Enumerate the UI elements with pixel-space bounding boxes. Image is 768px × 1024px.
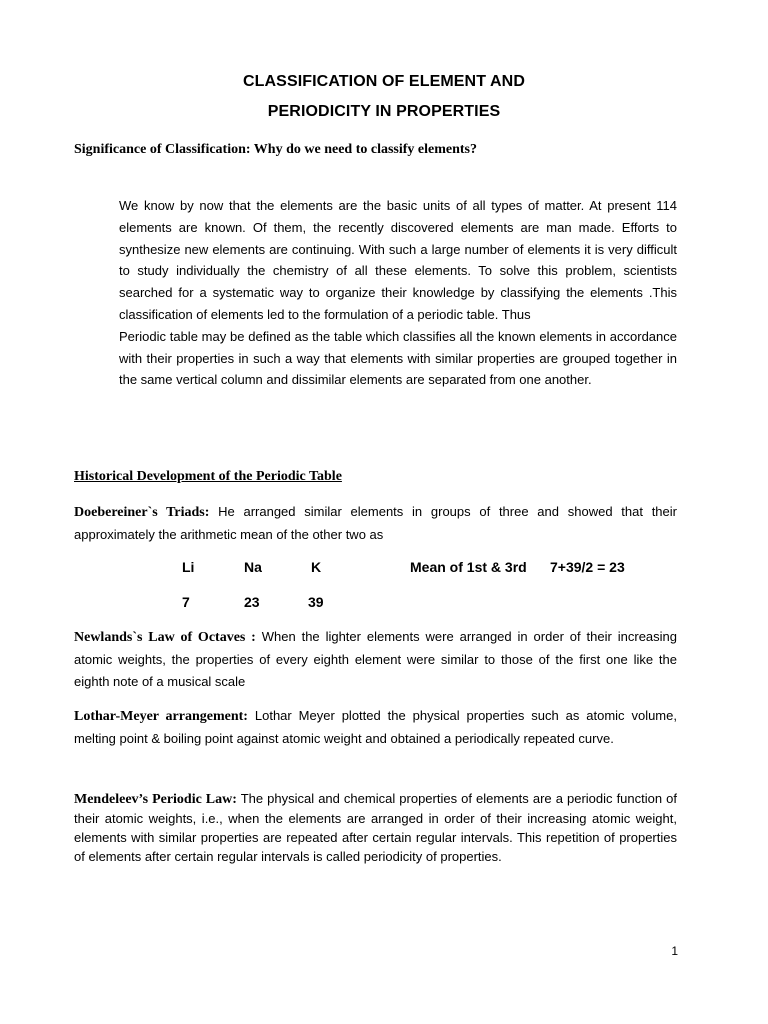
significance-heading: Significance of Classification: Why do we need to classify elements? <box>74 142 477 157</box>
doebereiner-section <box>74 501 677 546</box>
page-number: 1 <box>671 944 678 958</box>
doebereiner-label: Doebereiner`s Triads: <box>74 505 210 520</box>
lothar-label: Lothar-Meyer arrangement: <box>74 709 248 724</box>
triad-mass-na: 23 <box>244 594 260 610</box>
significance-paragraph-2: Periodic table may be defined as the table which classifies all the known elements in accordance with their properties in such a way that elements with similar properties are grouped together in the same vertical column and dissimilar elements are separated from one another. <box>119 328 677 388</box>
triad-symbol-li: Li <box>182 559 195 575</box>
mendeleev-text: The physical and chemical properties of elements are a periodic function of their atomic weights, i.e., when the elements are arranged in order of their increasing atomic weight, elements with similar properties are repeated after certain regular intervals. This repetition of properties of elements after certain regular intervals is called periodicity of properties. <box>74 791 677 864</box>
significance-body <box>119 195 677 391</box>
triad-mass-li: 7 <box>182 594 190 610</box>
newlands-text: When the lighter elements were arranged in order of their increasing atomic weights, the properties of every eighth element were similar to those of the first one like the eighth note of a musical scale <box>74 629 677 689</box>
newlands-label: Newlands`s Law of Octaves : <box>74 630 256 645</box>
mendeleev-section <box>74 789 677 866</box>
triad-symbol-k: K <box>311 559 322 575</box>
triad-mean-label: Mean of 1st & 3rd <box>410 559 527 575</box>
history-heading: Historical Development of the Periodic Table <box>74 469 342 484</box>
triad-symbol-na: Na <box>244 559 262 575</box>
page-title-line-2: PERIODICITY IN PROPERTIES <box>267 103 501 120</box>
triad-mean-calc: 7+39/2 = 23 <box>550 559 625 575</box>
significance-paragraph-1: We know by now that the elements are the basic units of all types of matter. At present 114 elements are known. Of them, the recently discovered elements are man made. Efforts to synthesize new elements are continuing. With such a large number of elements it is very difficult to study individually the chemistry of all these elements. To solve this problem, scientists searched for a systematic way to organize their knowledge by classifying the elements .This classification of elements led to the formulation of a periodic table. Thus <box>119 198 677 322</box>
newlands-section <box>74 626 677 692</box>
lothar-section <box>74 705 677 750</box>
triad-mass-k: 39 <box>308 594 324 610</box>
lothar-text: Lothar Meyer plotted the physical properties such as atomic volume, melting point & boiling point against atomic weight and obtained a periodically repeated curve. <box>74 708 677 746</box>
mendeleev-label: Mendeleev’s Periodic Law: <box>74 792 237 807</box>
doebereiner-text: He arranged similar elements in groups of three and showed that their approximately the arithmetic mean of the other two as <box>74 504 677 542</box>
page-title-line-1: CLASSIFICATION OF ELEMENT AND <box>242 73 525 90</box>
